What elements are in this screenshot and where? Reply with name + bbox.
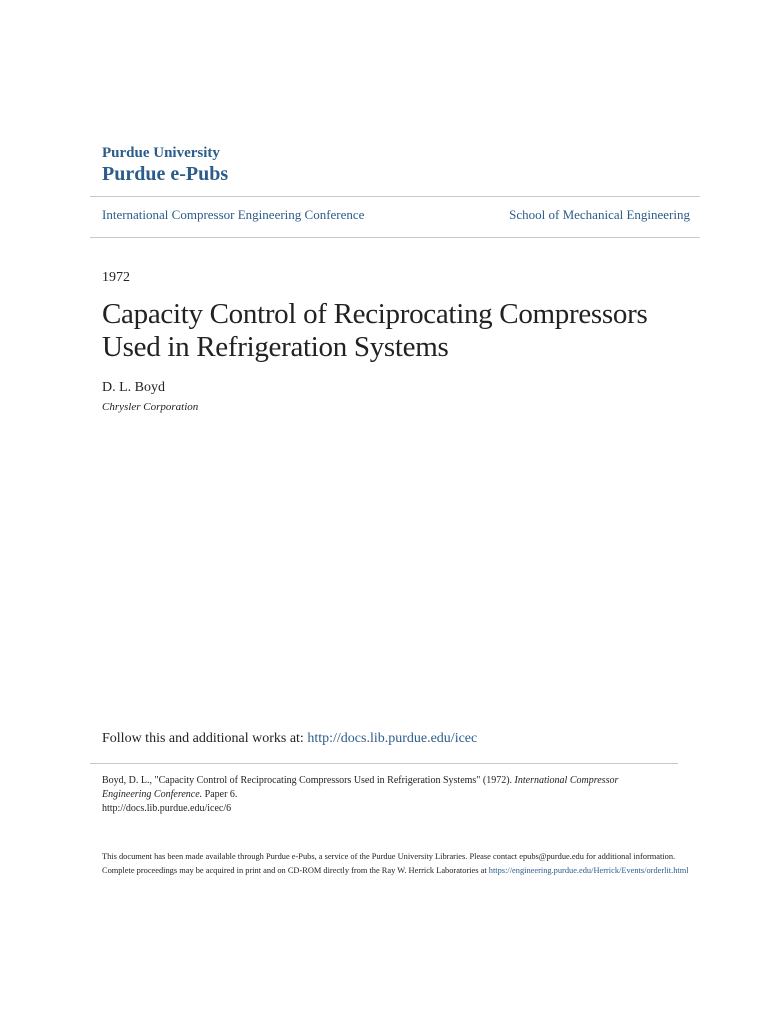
university-name[interactable]: Purdue University bbox=[102, 145, 220, 161]
follow-url-link[interactable]: http://docs.lib.purdue.edu/icec bbox=[307, 731, 478, 746]
title-line-2: Used in Refrigeration Systems bbox=[102, 331, 449, 363]
notice-line-2-prefix: Complete proceedings may be acquired in print and on CD-ROM directly from the Ray W. Herrick Laboratories at bbox=[102, 866, 489, 875]
citation-prefix: Boyd, D. L., "Capacity Control of Reciprocating Compressors Used in Refrigeration Systems" (1972). bbox=[102, 775, 515, 786]
author-name: D. L. Boyd bbox=[102, 380, 165, 395]
notice-line-1: This document has been made available through Purdue e-Pubs, a service of the Purdue University Libraries. Please contact epubs@purdue.edu for additional information. bbox=[102, 852, 676, 861]
nav-divider bbox=[90, 237, 700, 238]
availability-notice bbox=[102, 850, 692, 878]
follow-line bbox=[102, 731, 477, 747]
school-link[interactable]: School of Mechanical Engineering bbox=[509, 207, 690, 222]
header bbox=[102, 144, 228, 186]
paper-title bbox=[102, 298, 702, 364]
conference-link[interactable]: International Compressor Engineering Conference bbox=[102, 207, 365, 222]
follow-label: Follow this and additional works at: bbox=[102, 731, 308, 746]
title-line-1: Capacity Control of Reciprocating Compressors bbox=[102, 298, 648, 330]
repository-name[interactable]: Purdue e-Pubs bbox=[102, 163, 229, 185]
citation bbox=[102, 774, 662, 816]
citation-journal: International Compressor Engineering Conference. bbox=[102, 775, 619, 800]
citation-suffix: Paper 6. bbox=[202, 789, 238, 800]
paper-year: 1972 bbox=[102, 270, 130, 285]
top-divider bbox=[90, 196, 700, 197]
citation-url: http://docs.lib.purdue.edu/icec/6 bbox=[102, 803, 232, 814]
author-affiliation: Chrysler Corporation bbox=[102, 401, 199, 413]
herrick-order-link[interactable]: https://engineering.purdue.edu/Herrick/Events/orderlit.html bbox=[488, 866, 689, 875]
nav-bar bbox=[102, 207, 690, 223]
citation-divider bbox=[90, 763, 678, 764]
